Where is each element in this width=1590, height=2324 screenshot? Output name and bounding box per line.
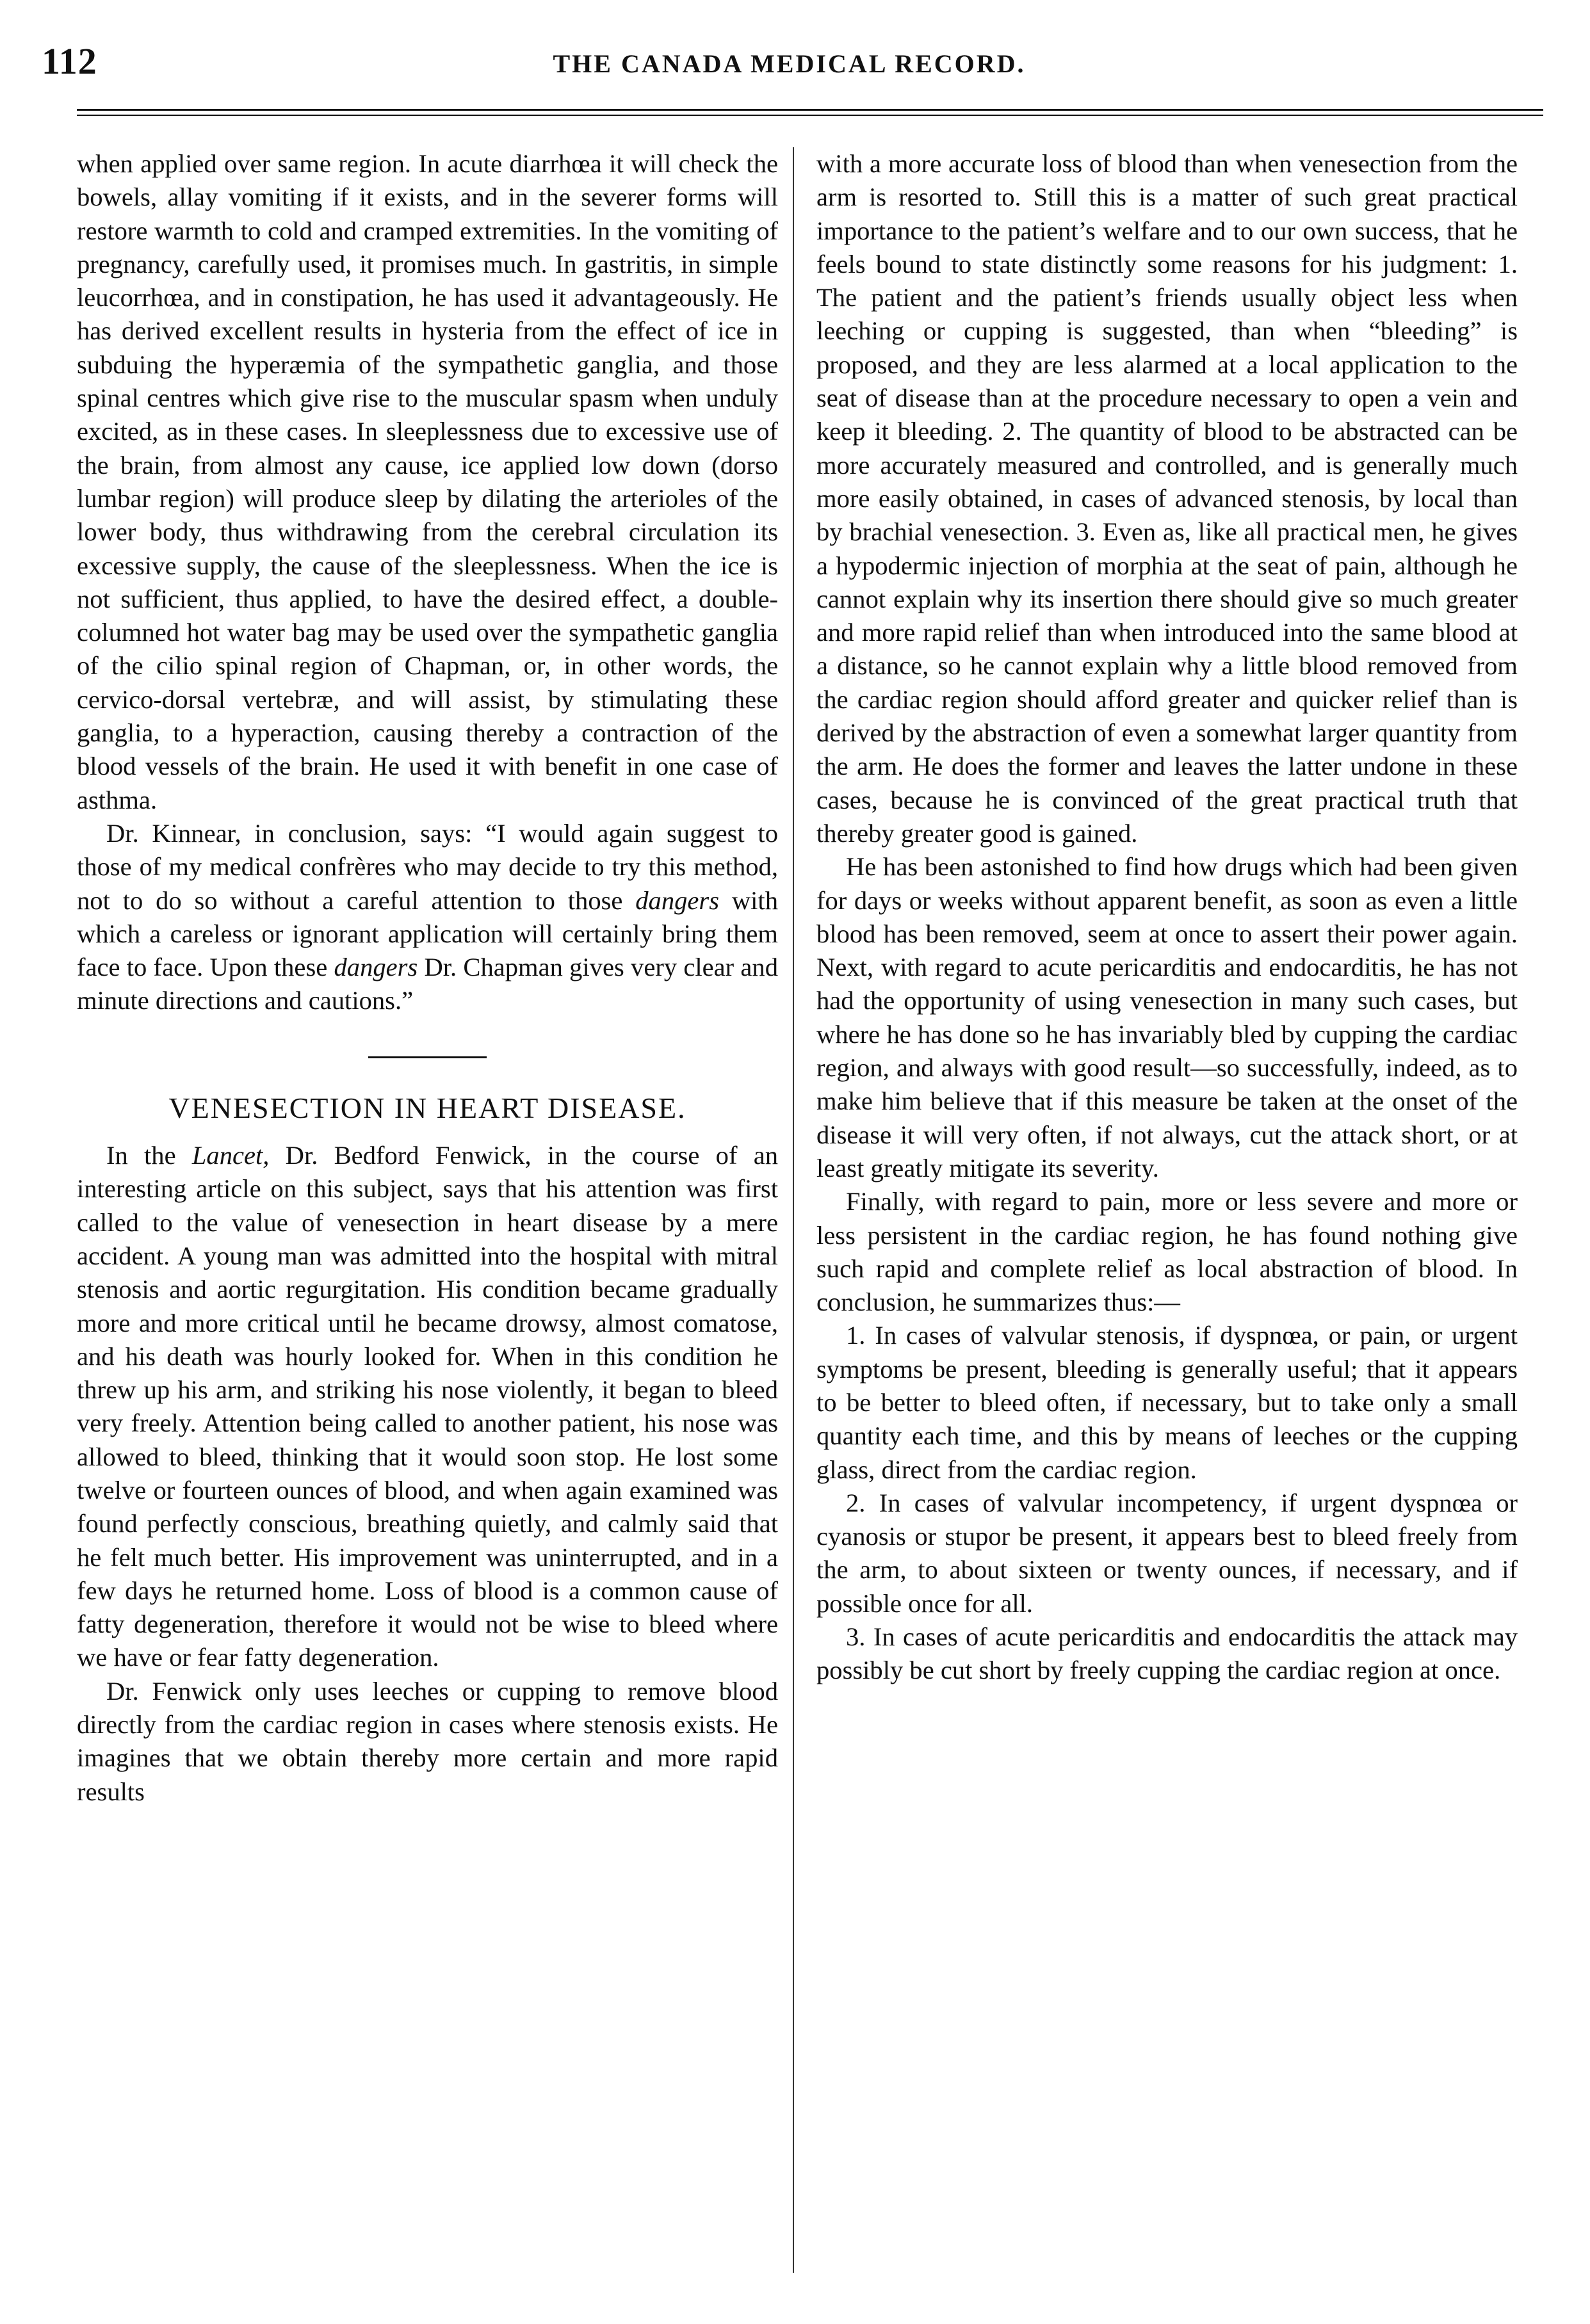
summary-item-1: 1. In cases of valvular stenosis, if dyspnœa, or pain, or urgent symptoms be present, bleeding is generally useful; that it appears to be better to bleed often, if necessary, but to take only a small quantity each time, and this by means of leeches or the cupping glass, direct from the cardiac region. <box>816 1321 1518 1484</box>
page-header <box>42 40 1537 91</box>
text-run: Dr. Kinnear, in conclusion, says: “I would again suggest to those of my medical confrères who may decide to try this method, not to do so without a careful attention to those <box>77 818 778 915</box>
paragraph-ice-therapy: when applied over same region. In acute diarrhœa it will check the bowels, allay vomiting if it exists, and in the severer forms will restore warmth to cold and cramped extremities. In the vomiting of pregnancy, carefully used, it promises much. In gastritis, in simple leucorrhœa, and in constipation, he has used it advantageously. He has derived excellent results in hysteria from the effect of ice in subduing the hyperæmia of the sympathetic ganglia, and those spinal centres which give rise to the muscular spasm when unduly excited, as in these cases. In sleeplessness due to excessive use of the brain, from almost any cause, ice applied low down (dorso lumbar region) will produce sleep by dilating the arterioles of the lower body, thus withdrawing from the cerebral circulation its excessive supply, the cause of the sleeplessness. When the ice is not sufficient, thus applied, to have the desired effect, a double-columned hot water bag may be used over the sympathetic ganglia of the cilio spinal region of Chapman, or, in other words, the cervico-dorsal vertebræ, and will assist, by stimulating these ganglia, to a hyperaction, causing thereby a contraction of the blood vessels of the brain. He used it with benefit in one case of asthma. <box>77 149 778 814</box>
section-heading: VENESECTION IN HEART DISEASE. <box>168 1091 686 1124</box>
left-column <box>77 147 778 1809</box>
header-rule <box>77 109 1543 116</box>
text-run: Dr. Bedford Fenwick, in the course of an interesting article on this subject, says that his attention was first called to the value of venesection in heart disease by a mere accident. A young man was admitted into the hospital with mitral stenosis and aortic regurgitation. His condition became gradually more and more critical until he became drowsy, almost comatose, and his death was hourly looked for. When in this condition he threw up his arm, and striking his nose violently, it began to bleed very freely. Attention being called to another patient, his nose was allowed to bleed, thinking that it would soon stop. He lost some twelve or fourteen ounces of blood, and when again examined was found perfectly conscious, breathing quietly, and calmly said that he felt much better. His improvement was uninterrupted, and in a few days he returned home. Loss of blood is a common cause of fatty degeneration, therefore it would not be wise to bleed where we have or fear fatty degeneration. <box>77 1141 778 1672</box>
paragraph-fenwick-leeches: Dr. Fenwick only uses leeches or cupping to remove blood directly from the cardiac region in cases where stenosis exists. He imagines that we obtain thereby more certain and more rapid results <box>77 1676 778 1806</box>
paragraph-reasons: with a more accurate loss of blood than when venesection from the arm is resorted to. Still this is a matter of such great practical importance to the patient’s welfare and to our own success, that he feels bound to state distinctly some reasons for his judgment: 1. The patient and the patient’s friends usually object less when leeching or cupping is suggested, than when “bleeding” is proposed, and they are less alarmed at a local application to the seat of disease than at the procedure necessary to open a vein and keep it bleeding. 2. The quantity of blood to be abstracted can be more accurately measured and controlled, and is generally much more easily obtained, in cases of advanced stenosis, by local than by brachial venesection. 3. Even as, like all practical men, he gives a hypodermic injection of morphia at the seat of pain, although he cannot explain why its insertion there should give so much greater and more rapid relief than when introduced into the same blood at a distance, so he cannot explain why a little blood removed from the cardiac region should afford greater and quicker relief than is derived by the abstraction of even a somewhat larger quantity from the arm. He does the former and leaves the latter undone in these cases, because he is convinced of the great practical truth that thereby greater good is gained. <box>816 149 1518 848</box>
journal-name: Lancet, <box>191 1141 270 1170</box>
right-column <box>816 147 1518 1688</box>
running-head: THE CANADA MEDICAL RECORD. <box>553 49 1026 78</box>
paragraph-kinnear-conclusion <box>77 817 778 1018</box>
summary-item-3: 3. In cases of acute pericarditis and endocarditis the attack may possibly be cut short by freely cupping the cardiac region at once. <box>816 1622 1518 1685</box>
summary-item-2: 2. In cases of valvular incompetency, if urgent dyspnœa or cyanosis or stupor be present, it appears best to bleed freely from the arm, to about sixteen or twenty ounces, if necessary, and if possible once for all. <box>816 1488 1518 1618</box>
paragraph-pain-summary: Finally, with regard to pain, more or less severe and more or less persistent in the cardiac region, he has found nothing give such rapid and complete relief as local abstraction of blood. In conclusion, he summarizes thus:— <box>816 1187 1518 1317</box>
text-run: In the <box>106 1141 192 1170</box>
text-run: Dr. Chapman gives very clear and minute directions and cautions.” <box>77 953 778 1015</box>
text-run: with which a careless or ignorant application will certainly bring them face to face. Upon these <box>77 885 778 982</box>
page-number: 112 <box>42 40 97 82</box>
column-divider <box>793 147 794 2273</box>
italic-text: dangers <box>635 885 720 915</box>
section-divider-rule <box>368 1056 487 1058</box>
italic-text: dangers <box>334 953 418 982</box>
paragraph-drugs-pericarditis: He has been astonished to find how drugs which had been given for days or weeks without apparent benefit, as soon as even a little blood has been removed, seem at once to assert their power again. Next, with regard to acute pericarditis and endocarditis, he has not had the opportunity of using venesection in many such cases, but where he has done so he has invariably bled by cupping the cardiac region, and always with good result—so successfully, indeed, as to make him believe that if this measure be taken at the onset of the disease it will very often, if not always, cut the attack short, or at least greatly mitigate its severity. <box>816 852 1518 1182</box>
paragraph-fenwick-case <box>77 1139 778 1675</box>
